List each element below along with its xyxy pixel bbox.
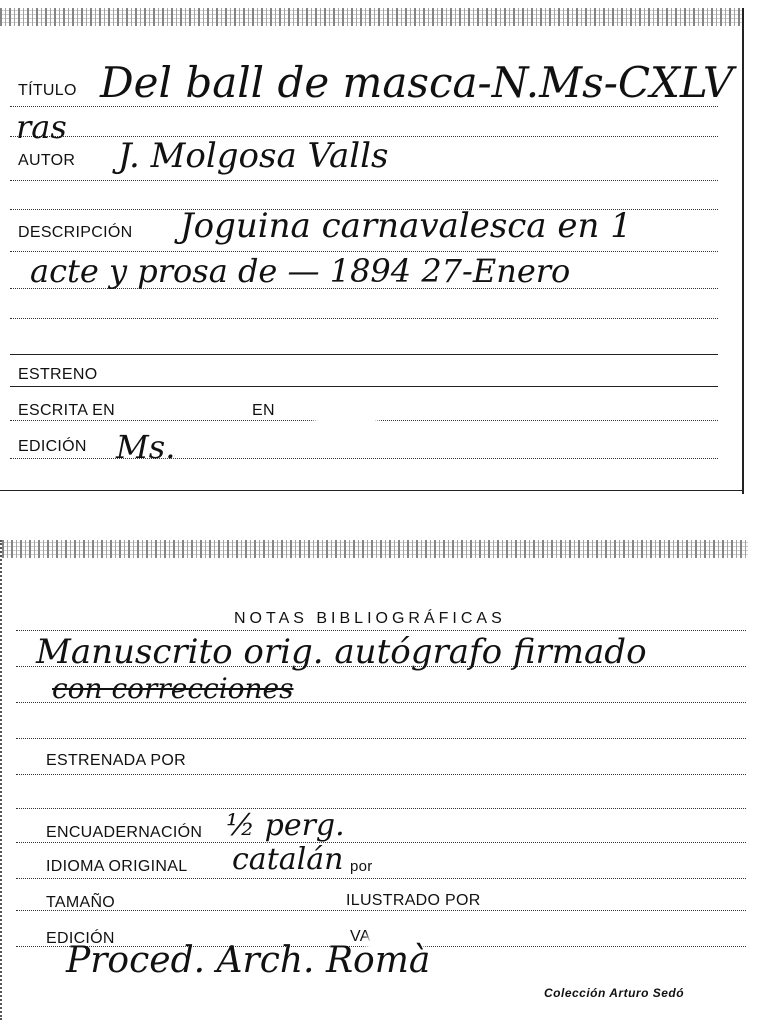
idioma-original-label: IDIOMA ORIGINAL [46,858,188,875]
descripcion-value-continued: acte y prosa de — 1894 27-Enero [30,252,571,290]
notas-value-continued: con correcciones [52,672,294,705]
edicion-value: Ms. [116,428,176,466]
titulo-label: TÍTULO [18,82,77,99]
escrita-en-label: ESCRITA EN [18,402,115,419]
edicion-label: EDICIÓN [18,438,87,455]
titulo-value-continued: ras [16,108,67,146]
en-label: EN [252,402,275,419]
catalog-card-bottom [0,540,748,1020]
autor-label: AUTOR [18,152,76,169]
autor-value: J. Molgosa Valls [118,136,389,176]
titulo-value: Del ball de masca-N.Ms-CXLV [100,58,734,107]
notas-value: Manuscrito orig. autógrafo firmado [36,632,647,672]
encuadernacion-label: ENCUADERNACIÓN [46,824,203,841]
encuadernacion-value: ½ perg. [226,808,345,843]
collection-footer: Colección Arturo Sedó [544,986,685,1000]
edicion-label-bottom: EDICIÓN [46,930,115,947]
paper-blot [318,398,374,448]
estreno-label: ESTRENO [18,366,98,383]
estrenada-por-label: ESTRENADA POR [46,752,186,769]
descripcion-value: Joguina carnavalesca en 1 [180,206,632,246]
card-top-edge [0,8,742,26]
por-label: por [350,858,373,875]
card-bottom-edge [2,540,748,558]
tamano-label: TAMAÑO [46,894,116,911]
procedencia-value: Proced. Arch. Romà [66,940,431,981]
notas-heading: NOTAS BIBLIOGRÁFICAS [234,610,506,627]
idioma-value: catalán [232,842,344,877]
va-label: VA [350,928,371,945]
catalog-card-top [0,8,744,494]
ilustrado-por-label: ILUSTRADO POR [346,892,481,909]
descripcion-label: DESCRIPCIÓN [18,224,133,241]
